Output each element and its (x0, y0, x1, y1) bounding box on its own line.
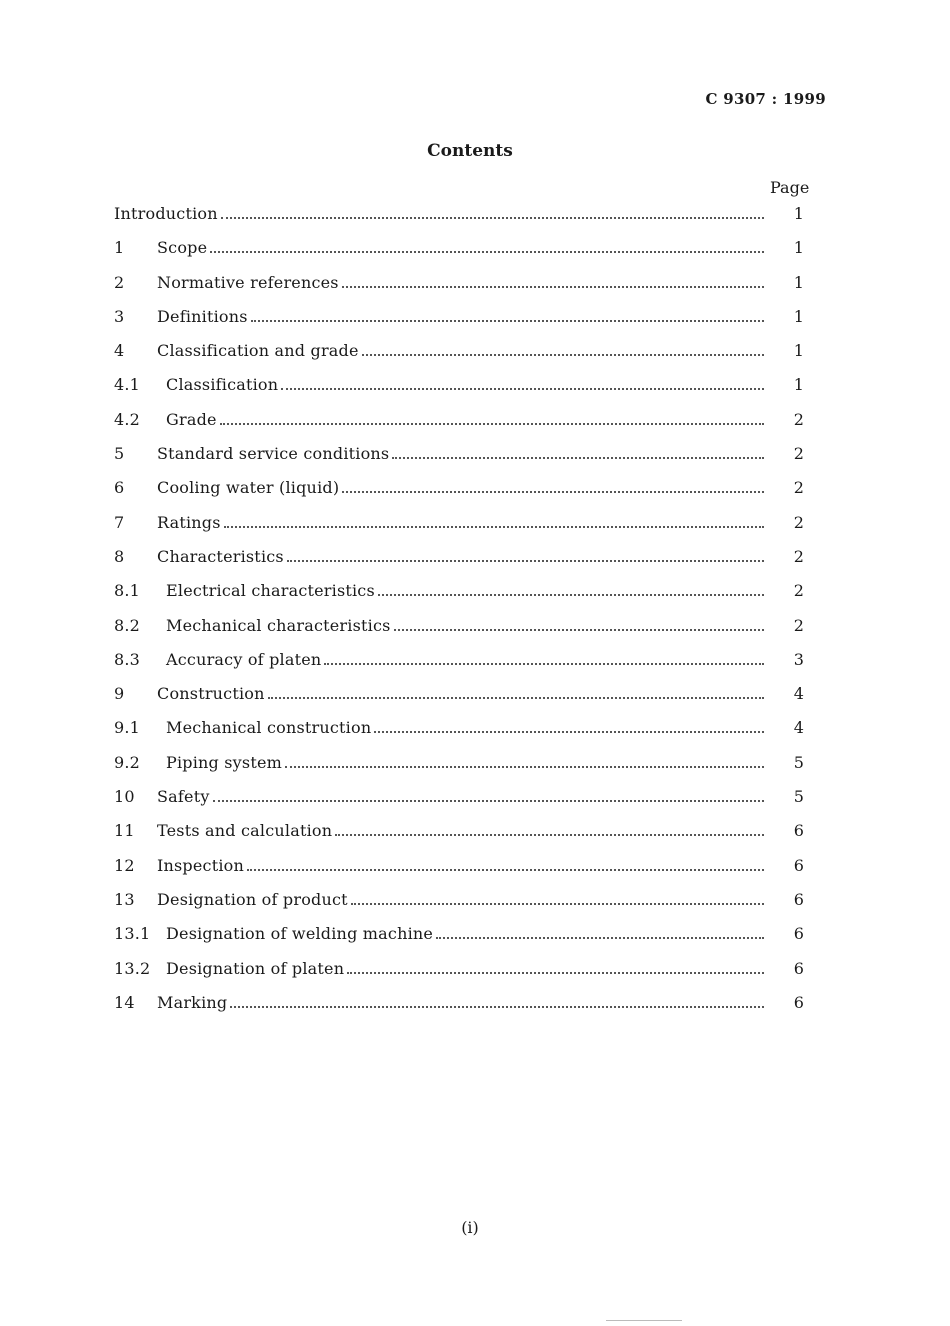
toc-subentry[interactable] (114, 959, 814, 993)
dot-leader (362, 354, 764, 356)
toc-entry-page: 6 (793, 958, 805, 978)
toc-entry-title: Classification (166, 375, 279, 395)
toc-entry-number: 6 (114, 478, 125, 498)
toc-entry-page: 1 (793, 306, 805, 326)
toc-entry-title: Safety (157, 787, 210, 807)
toc-entry-page: 1 (793, 375, 805, 395)
toc-entry-number: 8 (114, 546, 125, 566)
toc-entry-title: Introduction (114, 204, 218, 223)
toc-entry-title: Mechanical construction (166, 718, 372, 738)
toc-subentry[interactable] (114, 616, 814, 650)
dot-leader (247, 869, 764, 871)
dot-leader (436, 937, 764, 939)
toc-entry-title: Classification and grade (157, 341, 359, 361)
toc-entry-title: Scope (157, 238, 208, 258)
toc-entry-title: Designation of welding machine (166, 924, 434, 944)
toc-entry-page: 2 (793, 478, 805, 498)
dot-leader (287, 560, 764, 562)
toc-subentry[interactable] (114, 410, 814, 444)
toc-entry[interactable] (114, 993, 814, 1027)
dot-leader (213, 800, 764, 802)
dot-leader (378, 594, 764, 596)
toc-entry-introduction[interactable] (114, 204, 814, 238)
toc-entry-page: 4 (793, 718, 805, 738)
toc-entry[interactable] (114, 684, 814, 718)
toc-entry-title: Accuracy of platen (166, 649, 322, 669)
toc-entry[interactable] (114, 341, 814, 375)
toc-entry-title: Mechanical characteristics (166, 615, 391, 635)
dot-leader (230, 1006, 764, 1008)
toc-entry-number: 14 (114, 992, 135, 1012)
dot-leader (342, 286, 764, 288)
toc-entry-number: 8.1 (114, 581, 141, 601)
toc-entry-title: Cooling water (liquid) (157, 478, 340, 498)
dot-leader (285, 766, 764, 768)
dot-leader (351, 903, 764, 905)
toc-entry-title: Grade (166, 409, 217, 429)
page-column-label: Page (770, 178, 810, 197)
dot-leader (220, 423, 764, 425)
toc-entry-number: 3 (114, 306, 125, 326)
toc-entry[interactable] (114, 787, 814, 821)
toc-entry-number: 11 (114, 821, 135, 841)
toc-entry-number: 8.3 (114, 649, 141, 669)
toc-entry-page: 1 (793, 204, 805, 223)
toc-subentry[interactable] (114, 581, 814, 615)
toc-entry-number: 2 (114, 272, 125, 292)
document-code: C 9307 : 1999 (705, 90, 826, 108)
toc-entry-number: 13 (114, 889, 135, 909)
toc-subentry[interactable] (114, 753, 814, 787)
toc-entry-title: Inspection (157, 855, 244, 875)
toc-entry-number: 13.1 (114, 924, 151, 944)
dot-leader (342, 491, 764, 493)
toc-entry-number: 1 (114, 238, 125, 258)
toc-entry-page: 1 (793, 341, 805, 361)
toc-entry-number: 9 (114, 684, 125, 704)
toc-entry[interactable] (114, 821, 814, 855)
toc-entry-page: 2 (793, 546, 805, 566)
toc-entry-number: 12 (114, 855, 135, 875)
toc-entry-title: Tests and calculation (157, 821, 333, 841)
dot-leader (324, 663, 764, 665)
toc-entry-page: 2 (793, 409, 805, 429)
toc-entry-title: Electrical characteristics (166, 581, 375, 601)
toc-entry-number: 4.1 (114, 375, 141, 395)
toc-entry-page: 6 (793, 855, 805, 875)
toc-entry[interactable] (114, 478, 814, 512)
toc-entry-page: 6 (793, 924, 805, 944)
toc-entry-page: 3 (793, 649, 805, 669)
toc-entry[interactable] (114, 444, 814, 478)
toc-subentry[interactable] (114, 375, 814, 409)
toc-subentry[interactable] (114, 718, 814, 752)
toc-entry-title: Characteristics (157, 546, 284, 566)
table-of-contents (114, 204, 814, 1027)
toc-entry-number: 13.2 (114, 958, 151, 978)
toc-entry-page: 1 (793, 272, 805, 292)
toc-subentry[interactable] (114, 650, 814, 684)
toc-entry-number: 10 (114, 787, 135, 807)
dot-leader (374, 731, 764, 733)
toc-entry-title: Marking (157, 992, 228, 1012)
page-number: (i) (461, 1218, 479, 1237)
toc-entry-title: Construction (157, 684, 265, 704)
toc-entry-page: 2 (793, 444, 805, 464)
toc-entry-number: 7 (114, 512, 125, 532)
toc-entry[interactable] (114, 307, 814, 341)
toc-entry-title: Definitions (157, 306, 248, 326)
toc-entry-number: 9.2 (114, 752, 141, 772)
toc-entry-page: 6 (793, 992, 805, 1012)
toc-subentry[interactable] (114, 924, 814, 958)
dot-leader (268, 697, 764, 699)
toc-entry[interactable] (114, 238, 814, 272)
dot-leader (224, 526, 764, 528)
toc-entry-page: 2 (793, 581, 805, 601)
dot-leader (281, 388, 764, 390)
dot-leader (335, 834, 764, 836)
toc-entry-number: 8.2 (114, 615, 141, 635)
dot-leader (392, 457, 764, 459)
dot-leader (394, 629, 764, 631)
dot-leader (221, 217, 764, 219)
toc-entry-title: Normative references (157, 272, 339, 292)
toc-entry-title: Piping system (166, 752, 283, 772)
toc-entry-page: 5 (793, 787, 805, 807)
toc-entry-page: 2 (793, 615, 805, 635)
dot-leader (347, 972, 764, 974)
toc-entry-page: 1 (793, 238, 805, 258)
scan-artifact-line (606, 1320, 682, 1321)
toc-entry-page: 5 (793, 752, 805, 772)
toc-entry-page: 4 (793, 684, 805, 704)
toc-entry-number: 4.2 (114, 409, 141, 429)
page-title: Contents (427, 141, 513, 161)
toc-entry-title: Standard service conditions (157, 444, 390, 464)
dot-leader (210, 251, 764, 253)
toc-entry-number: 5 (114, 444, 125, 464)
toc-entry-page: 2 (793, 512, 805, 532)
toc-entry-title: Ratings (157, 512, 221, 532)
toc-entry-number: 4 (114, 341, 125, 361)
toc-entry-page: 6 (793, 889, 805, 909)
toc-entry-title: Designation of platen (166, 958, 345, 978)
toc-entry-page: 6 (793, 821, 805, 841)
dot-leader (251, 320, 764, 322)
toc-entry[interactable] (114, 547, 814, 581)
toc-entry[interactable] (114, 890, 814, 924)
toc-entry[interactable] (114, 273, 814, 307)
toc-entry-number: 9.1 (114, 718, 141, 738)
toc-entry[interactable] (114, 856, 814, 890)
toc-entry-title: Designation of product (157, 889, 348, 909)
toc-entry[interactable] (114, 513, 814, 547)
